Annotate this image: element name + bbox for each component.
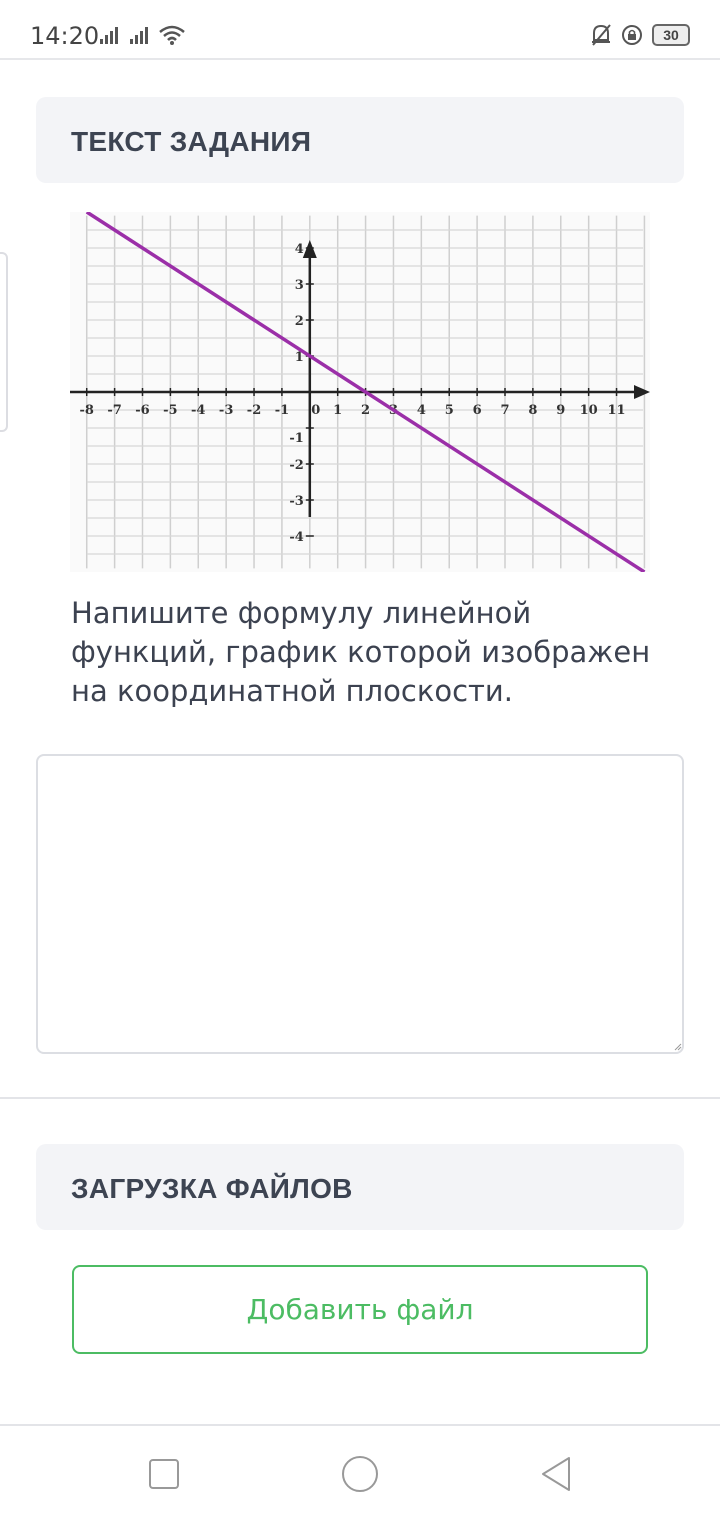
task-text-header: [36, 97, 684, 183]
x-tick-label: -6: [135, 403, 150, 418]
x-tick-label: 9: [556, 403, 566, 418]
home-button[interactable]: [338, 1452, 382, 1496]
y-tick-label: 4: [294, 242, 304, 257]
x-tick-label: -4: [191, 403, 206, 418]
y-tick-label: -4: [289, 530, 304, 545]
navigation-bar: [0, 1426, 720, 1520]
x-tick-label: 6: [472, 403, 482, 418]
add-file-button[interactable]: Добавить файл: [72, 1265, 648, 1354]
mute-bell-icon: [590, 23, 612, 47]
x-tick-label: -3: [218, 403, 234, 418]
chart-svg: [70, 212, 650, 572]
y-tick-label: 3: [294, 278, 304, 293]
resize-handle-icon[interactable]: [674, 1043, 682, 1051]
y-tick-label: 1: [294, 350, 304, 365]
x-tick-label: 1: [333, 403, 343, 418]
x-tick-label: 8: [528, 403, 538, 418]
back-button[interactable]: [534, 1452, 578, 1496]
status-bar: [0, 0, 720, 60]
section-divider: [0, 1097, 720, 1099]
x-axis-arrow: [634, 385, 650, 399]
coordinate-plane-chart: [70, 212, 650, 572]
file-upload-title: ЗАГРУЗКА ФАЙЛОВ: [71, 1173, 353, 1204]
status-time: 14:20: [30, 22, 100, 50]
signal-icon: [100, 26, 118, 44]
x-tick-label: -2: [246, 403, 262, 418]
x-tick-label: 0: [311, 403, 321, 418]
home-icon: [341, 1455, 379, 1493]
wifi-icon: [158, 24, 186, 46]
battery-icon: 30: [652, 24, 690, 46]
x-tick-label: -7: [107, 403, 122, 418]
x-tick-label: 7: [500, 403, 510, 418]
recent-apps-button[interactable]: [142, 1452, 186, 1496]
x-tick-label: 2: [361, 403, 371, 418]
x-tick-label: 3: [388, 403, 398, 418]
signal-icon: [130, 26, 148, 44]
x-tick-label: 4: [416, 403, 426, 418]
file-upload-header: [36, 1144, 684, 1230]
x-tick-label: -1: [274, 403, 290, 418]
y-tick-label: -2: [289, 458, 304, 473]
rotation-lock-icon: [620, 23, 644, 47]
recent-apps-icon: [148, 1458, 180, 1490]
x-tick-label: -5: [163, 403, 178, 418]
y-tick-label: -3: [289, 494, 304, 509]
answer-input[interactable]: [36, 754, 684, 1054]
y-axis-arrow: [303, 240, 317, 258]
task-text-title: ТЕКСТ ЗАДАНИЯ: [71, 126, 312, 157]
x-tick-label: -8: [79, 403, 94, 418]
y-tick-label: 2: [294, 314, 304, 329]
back-icon: [539, 1455, 573, 1493]
x-tick-label: 5: [444, 403, 454, 418]
task-question: Напишите формулу линейной функций, график которой изображен на координатной плоскости.: [71, 596, 651, 708]
x-tick-label: 11: [607, 403, 626, 418]
y-tick-label: -1: [289, 431, 304, 446]
side-drawer-handle[interactable]: [0, 252, 8, 432]
x-tick-label: 10: [579, 403, 598, 418]
